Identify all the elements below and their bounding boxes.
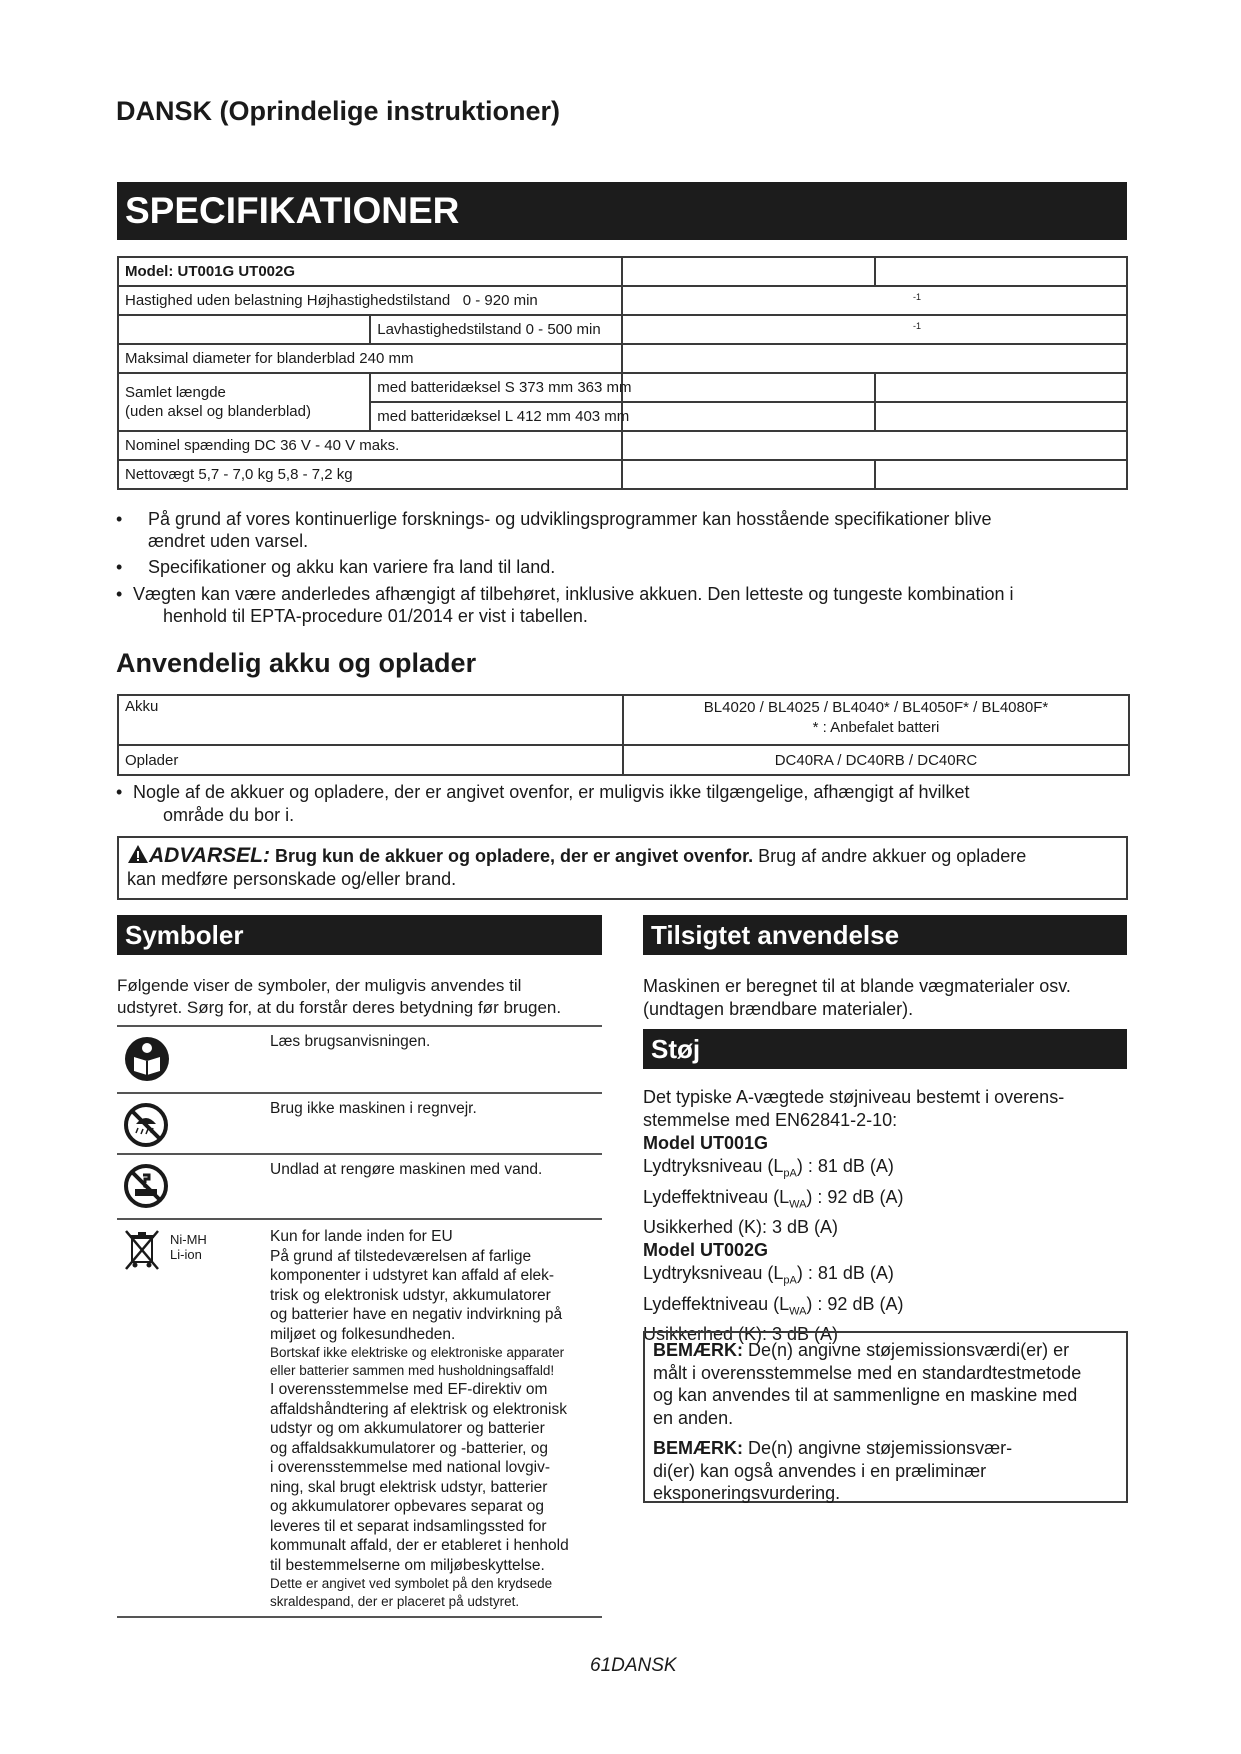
sound-pressure-level: Lydtryksniveau $(L_{pA})$ : 81 dB (A) <box>643 1263 894 1287</box>
speed-high-cell: Hastighed uden belastning Højhastighedstilstand 0 - 920 min <box>118 286 622 315</box>
akku-label-cell: Akku <box>118 695 623 745</box>
battery-type-labels: Ni-MH Li-ion <box>170 1232 207 1262</box>
no-water-text: Undlad at rengøre maskinen med vand. <box>270 1161 543 1178</box>
noise-model-name: Model UT001G <box>643 1133 769 1153</box>
noise-heading: Støj <box>643 1029 1127 1069</box>
spec-note: Vægten kan være anderledes afhængigt af tilbehøret, inklusive akkuen. Den letteste og tungeste kombination i <box>133 584 1014 604</box>
note-2: BEMÆRK: De(n) angivne støjemissionsvær- <box>653 1438 1013 1458</box>
divider <box>117 1092 602 1094</box>
model-cell: Model: UT001G UT002G <box>118 257 622 286</box>
no-water-icon <box>123 1163 169 1209</box>
no-rain-icon <box>123 1102 169 1148</box>
voltage-cell: Nominel spænding DC 36 V - 40 V maks. <box>118 431 622 460</box>
battery-note: område du bor i. <box>163 805 295 825</box>
warning-box <box>117 836 1128 900</box>
bullet-dot: • <box>116 782 123 802</box>
bullet-dot: • <box>116 509 123 529</box>
warning-triangle-icon <box>127 844 149 864</box>
warning-title: ADVARSEL: <box>149 844 270 867</box>
intended-use-text: Maskinen er beregnet til at blande vægmaterialer osv. (undtagen brændbare materialer). <box>643 976 1071 1019</box>
specifications-heading: SPECIFIKATIONER <box>117 182 1127 240</box>
max-diameter-cell: Maksimal diameter for blanderblad 240 mm <box>118 344 622 373</box>
divider <box>117 1153 602 1155</box>
warning-bold-text: Brug kun de akkuer og opladere, der er angivet ovenfor. <box>269 846 754 866</box>
crossed-bin-icon <box>123 1228 161 1272</box>
symbols-heading: Symboler <box>117 915 602 955</box>
battery-table <box>117 694 1130 776</box>
length-label-cell: Samlet længde (uden aksel og blanderblad) <box>118 373 370 431</box>
divider <box>117 1616 602 1618</box>
read-manual-icon <box>123 1035 171 1083</box>
akku-value-cell: BL4020 / BL4025 / BL4040* / BL4050F* / BL4080F* * : Anbefalet batteri <box>623 695 1129 745</box>
battery-note: Nogle af de akkuer og opladere, der er angivet ovenfor, er muligvis ikke tilgængelige, afhængigt af hvilket <box>133 782 970 802</box>
charger-value-cell: DC40RA / DC40RB / DC40RC <box>623 745 1129 775</box>
spec-note: henhold til EPTA-procedure 01/2014 er vist i tabellen. <box>163 606 588 626</box>
weee-text: Kun for lande inden for EU På grund af tilstedeværelsen af farlige komponenter i udstyret kan affald af elek- trisk og elektronisk udstyr, akkumulatorer og batterier have en negativ indvirkning på miljøet og folkesundheden. Bortskaf ikke elektriske og elektroniske apparater eller batterier sammen med husholdningsaffald! I overensstemmelse med EF-direktiv om affaldshåndtering af elektrisk og elektronisk udstyr og om akkumulatorer og batterier og affaldsakkumulatorer og -batterier, og i overensstemmelse med national lovgiv- ning, skal brugt elektrisk udstyr, batterier og akkumulatorer opbevares separat og leveres til et separat indsamlingssted for kommunalt affald, der er etableret i henhold til bestemmelserne om miljøbeskyttelse. Dette er angivet ved symbolet på den krydsede skraldespand, der er placeret på udstyret. <box>270 1228 569 1609</box>
note-1: BEMÆRK: De(n) angivne støjemissionsværdi(er) er <box>653 1340 1070 1360</box>
bullet-dot: • <box>116 584 123 604</box>
bullet-dot: • <box>116 557 123 577</box>
charger-label-cell: Oplader <box>118 745 623 775</box>
read-manual-text: Læs brugsanvisningen. <box>270 1033 431 1050</box>
noise-notes-box: BEMÆRK: De(n) angivne støjemissionsværdi(er) er målt i overensstemmelse med en standardtestmetode og kan anvendes til at sammenligne en maskine med en anden. BEMÆRK: De(n) angivne støjemissionsvær- di(er) kan også anvendes i en præliminær eksponeringsvurdering. <box>643 1331 1128 1503</box>
sound-power-level: Lydeffektniveau $(L_{WA})$ : 92 dB (A) <box>643 1293 904 1318</box>
noise-model-name: Model UT002G <box>643 1240 769 1261</box>
length-l-cell: med batteridæksel L 412 mm 403 mm <box>370 402 622 431</box>
speed-high-unit: -1 <box>912 292 921 302</box>
divider <box>117 1218 602 1220</box>
intended-use-heading: Tilsigtet anvendelse <box>643 915 1127 955</box>
divider <box>117 1025 602 1027</box>
uncertainty: Usikkerhed (K): 3 dB (A) <box>643 1217 839 1238</box>
sound-power-level: Lydeffektniveau $(L_{WA})$ : 92 dB (A) <box>643 1186 904 1211</box>
noise-text: Det typiske A-vægtede støjniveau bestemt i overens- stemmelse med EN62841-2-10: Model UT001G Lydtryksniveau $(L_{pA})$ : 81 dB (A) Lydeffektniveau $(L_{WA})$ : 92 dB (A) Usikkerhed (K): 3 dB (A) Model UT002G Lydtryksniveau $(L_{pA})$ : 81 dB (A) Lydeffektniveau $(L_{WA})$ : 92 dB (A) Usikkerhed (K): 3 dB (A) <box>643 1086 1133 1346</box>
page-number: 61DANSK <box>590 1655 677 1676</box>
spec-note: Specifikationer og akku kan variere fra land til land. <box>148 557 556 577</box>
speed-low-cell: Lavhastighedstilstand 0 - 500 min <box>370 315 622 344</box>
page-language-title: DANSK (Oprindelige instruktioner) <box>116 96 561 126</box>
no-rain-text: Brug ikke maskinen i regnvejr. <box>270 1100 477 1117</box>
speed-low-unit: -1 <box>912 321 921 331</box>
sound-pressure-level: Lydtryksniveau $(L_{pA})$ : 81 dB (A) <box>643 1156 894 1180</box>
specifications-table <box>117 256 1128 490</box>
battery-heading: Anvendelig akku og oplader <box>116 648 477 678</box>
symbols-intro: Følgende viser de symboler, der muligvis anvendes til udstyret. Sørg for, at du forstår deres betydning før brugen. <box>117 976 562 1017</box>
spec-note: ændret uden varsel. <box>148 531 309 551</box>
uncertainty: Usikkerhed (K): 3 dB (A) <box>643 1324 839 1345</box>
weight-cell: Nettovægt 5,7 - 7,0 kg 5,8 - 7,2 kg <box>118 460 622 489</box>
warning-text: Brug af andre akkuer og opladere <box>753 846 1027 866</box>
warning-text-cont: kan medføre personskade og/eller brand. <box>127 869 457 889</box>
length-s-cell: med batteridæksel S 373 mm 363 mm <box>370 373 622 402</box>
spec-note: På grund af vores kontinuerlige forsknings- og udviklingsprogrammer kan hosstående specifikationer blive <box>148 509 992 529</box>
